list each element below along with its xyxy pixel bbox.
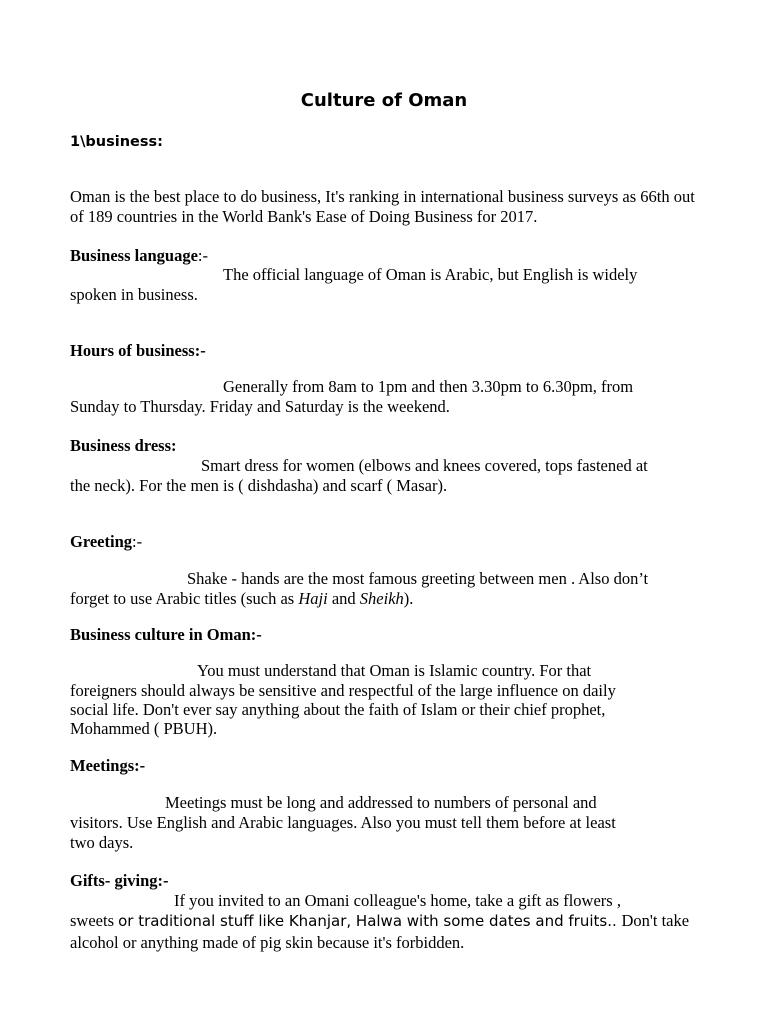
dress-heading: Business dress:	[70, 436, 177, 455]
meetings-heading: Meetings:-	[70, 756, 146, 775]
culture-heading: Business culture in Oman:-	[70, 625, 262, 644]
gifts-line-2c: Don't take	[621, 911, 690, 930]
dress-line-1: Smart dress for women (elbows and knees covered, tops fastened at	[201, 456, 648, 475]
culture-line-1: You must understand that Oman is Islamic country. For that	[197, 661, 592, 680]
title-haji: Haji	[298, 589, 328, 608]
hours-line-1: Generally from 8am to 1pm and then 3.30pm to 6.30pm, from	[223, 377, 634, 396]
page-title: Culture of Oman	[300, 90, 468, 111]
language-line-1: The official language of Oman is Arabic, but English is widely	[223, 265, 638, 284]
gifts-line-2a: sweets	[70, 911, 119, 930]
language-heading-line	[70, 246, 710, 266]
intro-paragraph: Oman is the best place to do business, It's ranking in international business surveys as 66th out of 189 countries in the World Bank's Ease of Doing Business for 2017.	[70, 187, 695, 226]
greeting-line-2a: forget to use Arabic titles (such as	[70, 589, 299, 608]
greeting-line-1: Shake - hands are the most famous greeting between men . Also don’t	[187, 569, 649, 588]
greeting-heading: Greeting	[70, 532, 133, 551]
culture-line-2: foreigners should always be sensitive and respectful of the large influence on daily	[70, 681, 616, 700]
gifts-line-2b: or traditional stuff like Khanjar, Halwa with some dates and fruits..	[118, 912, 622, 930]
greeting-heading-line	[70, 532, 710, 552]
greeting-line-2e: ).	[403, 589, 414, 608]
language-heading: Business language	[70, 246, 198, 265]
meetings-line-2: visitors. Use English and Arabic languages. Also you must tell them before at least	[70, 813, 616, 832]
title-sheikh: Sheikh	[359, 589, 404, 608]
gifts-heading: Gifts- giving:-	[70, 871, 169, 890]
hours-heading: Hours of business:-	[70, 341, 206, 360]
greeting-line-2	[70, 589, 710, 609]
hours-line-2: Sunday to Thursday. Friday and Saturday is the weekend.	[70, 397, 450, 416]
culture-line-3: social life. Don't ever say anything about the faith of Islam or their chief prophet,	[70, 700, 606, 719]
gifts-line-1: If you invited to an Omani colleague's home, take a gift as flowers ,	[174, 891, 621, 910]
culture-line-4: Mohammed ( PBUH).	[70, 719, 218, 738]
meetings-line-1: Meetings must be long and addressed to numbers of personal and	[165, 793, 597, 812]
language-line-2: spoken in business.	[70, 285, 198, 304]
greeting-heading-suffix: :-	[132, 532, 143, 551]
meetings-line-3: two days.	[70, 833, 134, 852]
section-heading-business: 1\business:	[70, 134, 163, 150]
gifts-line-3: alcohol or anything made of pig skin because it's forbidden.	[70, 933, 465, 952]
dress-line-2: the neck). For the men is ( dishdasha) and scarf ( Masar).	[70, 476, 448, 495]
greeting-line-2c: and	[327, 589, 360, 608]
gifts-line-2	[70, 911, 710, 931]
language-heading-suffix: :-	[197, 246, 209, 265]
